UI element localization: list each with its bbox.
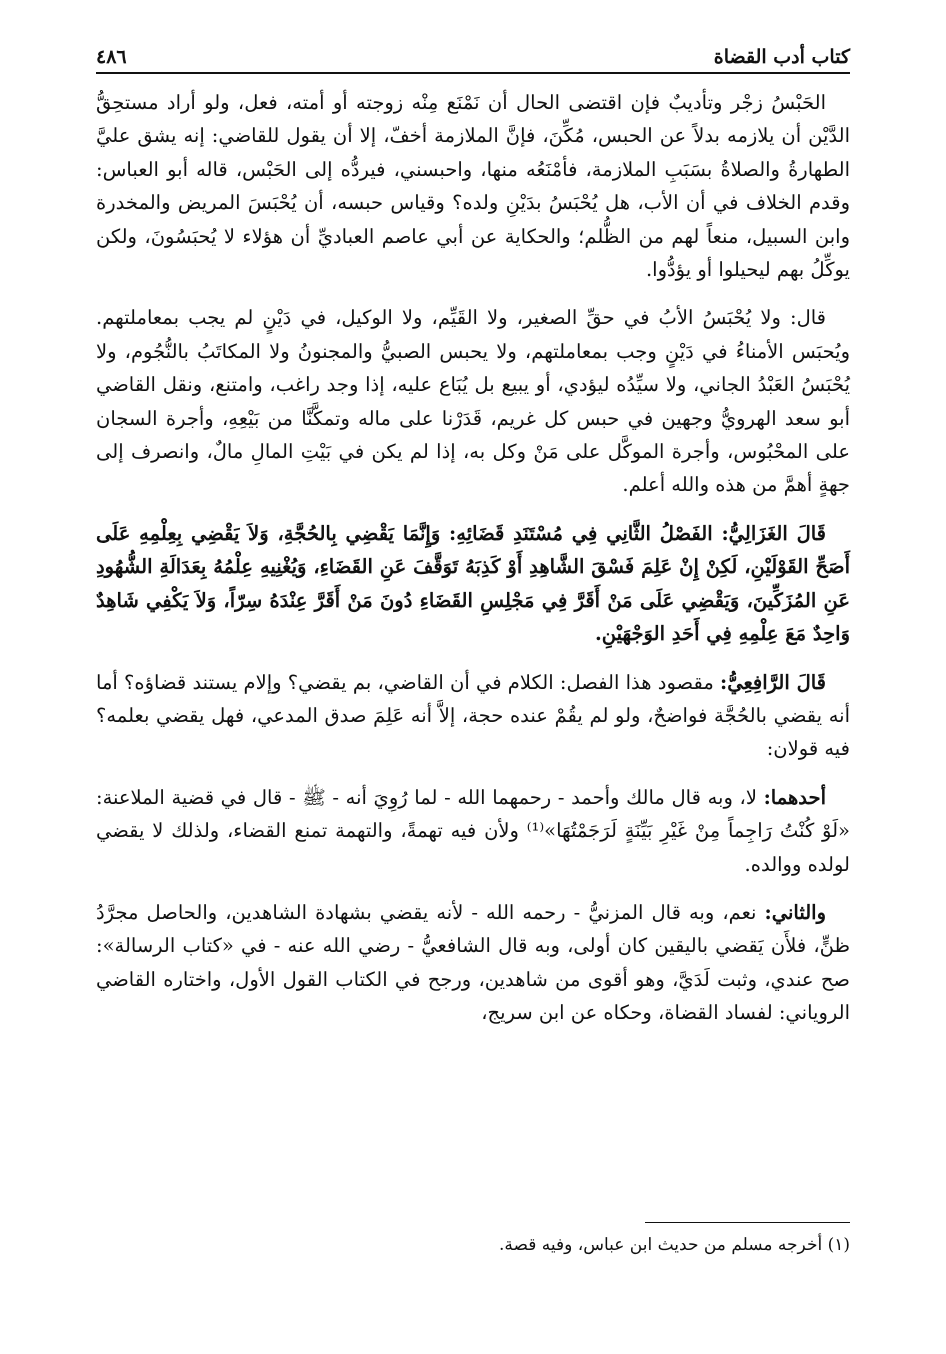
footnote-marker: (١) xyxy=(827,1235,850,1255)
paragraph-second-opinion: والثاني: نعم، وبه قال المزنيُّ - رحمه الله - لأنه يقضي بشهادة الشاهدين، والحاصل مجرَّدُ ظنٍّ، فلأَن يَقضي باليقين كان أولى، وبه قال الشافعيُّ - رضي الله عنه - في «كتاب الرسالة»: صح عندي، وثبت لَدَيَّ، وهو أقوى من شاهدين، ورجح في الكتاب القول الأول، واختاره القاضي الروياني: لفساد القضاة، وحكاه عن ابن سريج، xyxy=(96,900,850,1025)
page-header xyxy=(96,28,850,74)
running-title: كتاب أدب القضاة xyxy=(713,46,850,68)
footnote xyxy=(96,1232,850,1258)
footnote-divider xyxy=(645,1222,850,1223)
paragraph-qal: قال: ولا يُحْبَسُ الأبُ في حقِّ الصغير، ولا القَيِّم، ولا الوكيل، في دَيْنٍ لم يجب بمعاملتهم. ويُحبَس الأمناءُ في دَيْنٍ وجب بمعاملتهم، ولا يحبس الصبيُّ والمجنونُ ولا المكاتَبُ بالنُّجُوم، ولا يُحْبَسُ العَبْدُ الجاني، ولا سيِّدُه ليؤدي، أو يبيع بل يُبَاع عليه، إذا وجد راغب، وامتنع، ونقل القاضي أبو سعد الهرويُّ وجهين في حبس كل غريم، قَدَرْنا على ماله وتمكَّنَّا من بَيْعِهِ، وأجرة السجان على المحْبُوس، وأجرة الموكَّل على مَنْ وكل به، إذا لم يكن في بَيْتِ المالِ مالٌ، وانصرف إلى جهةٍ أهمَّ من هذه والله أعلم. xyxy=(96,306,850,497)
paragraph-first-opinion: أحدهما: لا، وبه قال مالك وأحمد - رحمهما الله - لما رُوِيَ أنه - ﷺ - قال في قضية الملاعنة: «لَوْ كُنْتُ رَاجِماً مِنْ غَيْرِ بَيِّنَةٍ لَرَجَمْتُهَا»⁽¹⁾ ولأن فيه تهمةً، والتهمة تمنع القضاء، ولذلك لا يقضي لولده ووالده. xyxy=(96,785,850,876)
paragraph-ghazali: قَالَ الغَزَالِيُّ: الفَصْلُ الثَّانِي فِي مُسْتَنَدِ قَضَائِهِ: وَإِنَّمَا يَقْضِي بِالحُجَّةِ، وَلاَ يَقْضِي بِعِلْمِهِ عَلَى أَصَحِّ القَوْلَيْنِ، لَكِنْ إِنْ عَلِمَ فَسْقَ الشَّاهِدِ أَوْ كَذِبَهُ تَوَقَّفَ عَنِ القَضَاءِ، وَيُغْنِيهِ عِلْمُهُ بِعَدَالَةِ الشُّهُودِ عَنِ المُزَكِّينَ، وَيَقْضِي عَلَى مَنْ أَقَرَّ فِي مَجْلِسِ القَضَاءِ دُونَ مَنْ أَقَرَّ عِنْدَهُ سِرّاً، وَلاَ يَكْفِي شَاهِدٌ وَاحِدٌ مَعَ عِلْمِهِ فِي أَحَدِ الوَجْهَيْنِ. xyxy=(96,521,850,646)
page-number: ٤٨٦ xyxy=(96,46,127,68)
opinion-label: والثاني: xyxy=(764,900,826,924)
paragraph-hbs: الحَبْسُ زجْر وتأديبٌ فإن اقتضى الحال أن نَمْنَع مِنْه زوجته أو أمته، فعل، ولو أراد مستحِقُّ الدَّيْن أن يلازمه بدلاً عن الحبس، مُكِّنَ، فإنَّ الملازمة أخفّ، إلا أن يقول للقاضي: إنه يشق عليَّ الطهارةُ والصلاةُ بسَبَبِ الملازمة، فأمْنَعُه منها، واحبسني، فيردُّه إلى الحَبْس، قاله أبو العباس: وقدم الخلاف في أن الأب، هل يُحْبَسُ بدَيْنِ ولده؟ وقياس حبسه، أن يُحْبَسَ المريض والمخدرة وابن السبيل، منعاً لهم من الظُّلم؛ والحكاية عن أبي عاصم العباديِّ أن هؤلاء لا يُحبَسُونَ، ولكن يوكِّلُ بهم ليحيلوا أو يؤدُّوا. xyxy=(96,91,850,282)
main-text xyxy=(96,86,850,1045)
opinion-label: أحدهما: xyxy=(763,785,826,809)
footnote-text: أخرجه مسلم من حديث ابن عباس، وفيه قصة. xyxy=(498,1235,823,1255)
speaker-label: قَالَ الرَّافِعِيُّ: xyxy=(720,670,826,694)
paragraph-rafii: قَالَ الرَّافِعِيُّ: مقصود هذا الفصل: الكلام في أن القاضي، بم يقضي؟ وإلام يستند قضاؤه؟ أما أنه يقضي بالحُجَّة فواضحٌ، ولو لم يقُمْ عنده حجة، إلاَّ أنه عَلِمَ صدق المدعي، فهل يقضي بعلمه؟ فيه قولان: xyxy=(96,670,850,761)
